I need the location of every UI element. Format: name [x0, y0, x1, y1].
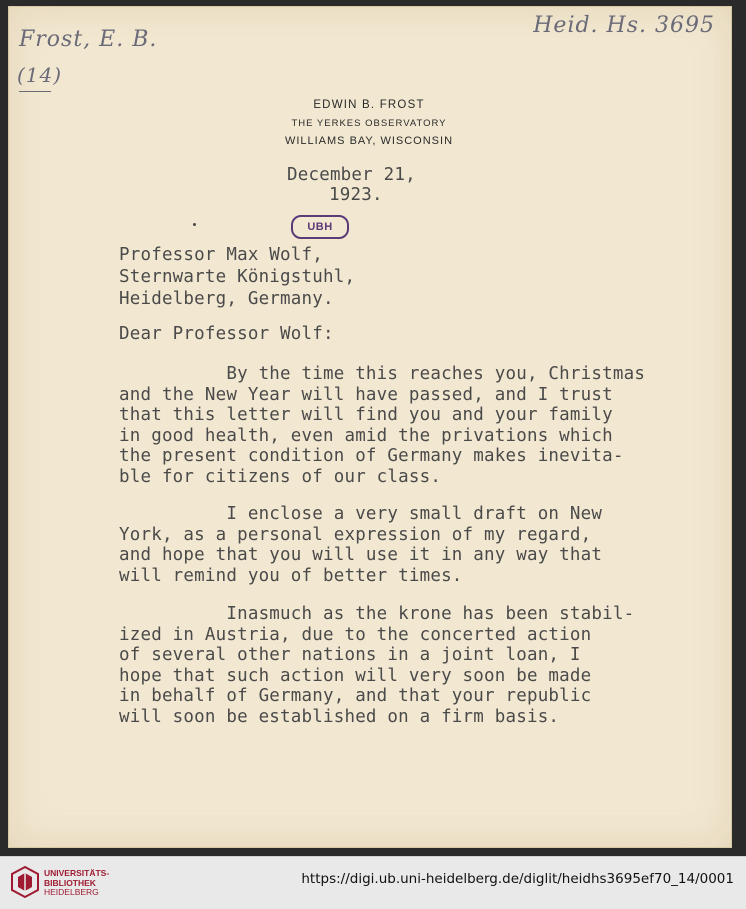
- document-url-link[interactable]: https://digi.ub.uni-heidelberg.de/diglit/heidhs3695ef70_14/0001: [301, 871, 734, 887]
- letter-paragraph-2: I enclose a very small draft on New York, as a personal expression of my regard, and hope that you will use it in any way that will remind you of better times.: [119, 504, 603, 586]
- letter-date-line1: December 21,: [287, 165, 416, 185]
- letter-page: [8, 6, 732, 848]
- letter-paragraph-1: By the time this reaches you, Christmas and the New Year will have passed, and I trust that this letter will find you and your family in good health, even amid the privations which the present condition of Germany makes inevita- ble for citizens of our class.: [119, 364, 646, 487]
- letter-paragraph-3: Inasmuch as the krone has been stabil- ized in Austria, due to the concerted action of several other nations in a joint loan, I hope that such action will very soon be made in behalf of Germany, and that your republic will soon be established on a firm basis.: [119, 604, 635, 727]
- recipient-address-line3: Heidelberg, Germany.: [119, 289, 334, 309]
- letterhead-observatory: THE YERKES OBSERVATORY: [291, 118, 447, 129]
- letter-date-line2: 1923.: [329, 185, 383, 205]
- library-stamp: UBH: [291, 215, 349, 239]
- library-name-line3: HEIDELBERG: [44, 887, 99, 897]
- archive-note-underline: [19, 91, 51, 92]
- letterhead-name: EDWIN B. FROST: [313, 99, 425, 111]
- archive-note-number: (14): [17, 63, 63, 87]
- library-name-line1: UNIVERSITÄTS-: [44, 868, 110, 878]
- university-library-name: [44, 869, 109, 898]
- ink-dot: [193, 223, 196, 226]
- recipient-address-line2: Sternwarte Königstuhl,: [119, 267, 356, 287]
- recipient-address-line1: Professor Max Wolf,: [119, 245, 323, 265]
- university-library-logo-icon: [10, 865, 40, 899]
- archive-shelfmark: Heid. Hs. 3695: [533, 13, 715, 38]
- viewer-footer: [0, 856, 746, 909]
- letterhead-location: WILLIAMS BAY, WISCONSIN: [284, 135, 454, 147]
- archive-note-author: Frost, E. B.: [19, 27, 158, 52]
- letter-salutation: Dear Professor Wolf:: [119, 324, 334, 344]
- library-name-line2: BIBLIOTHEK: [44, 877, 96, 888]
